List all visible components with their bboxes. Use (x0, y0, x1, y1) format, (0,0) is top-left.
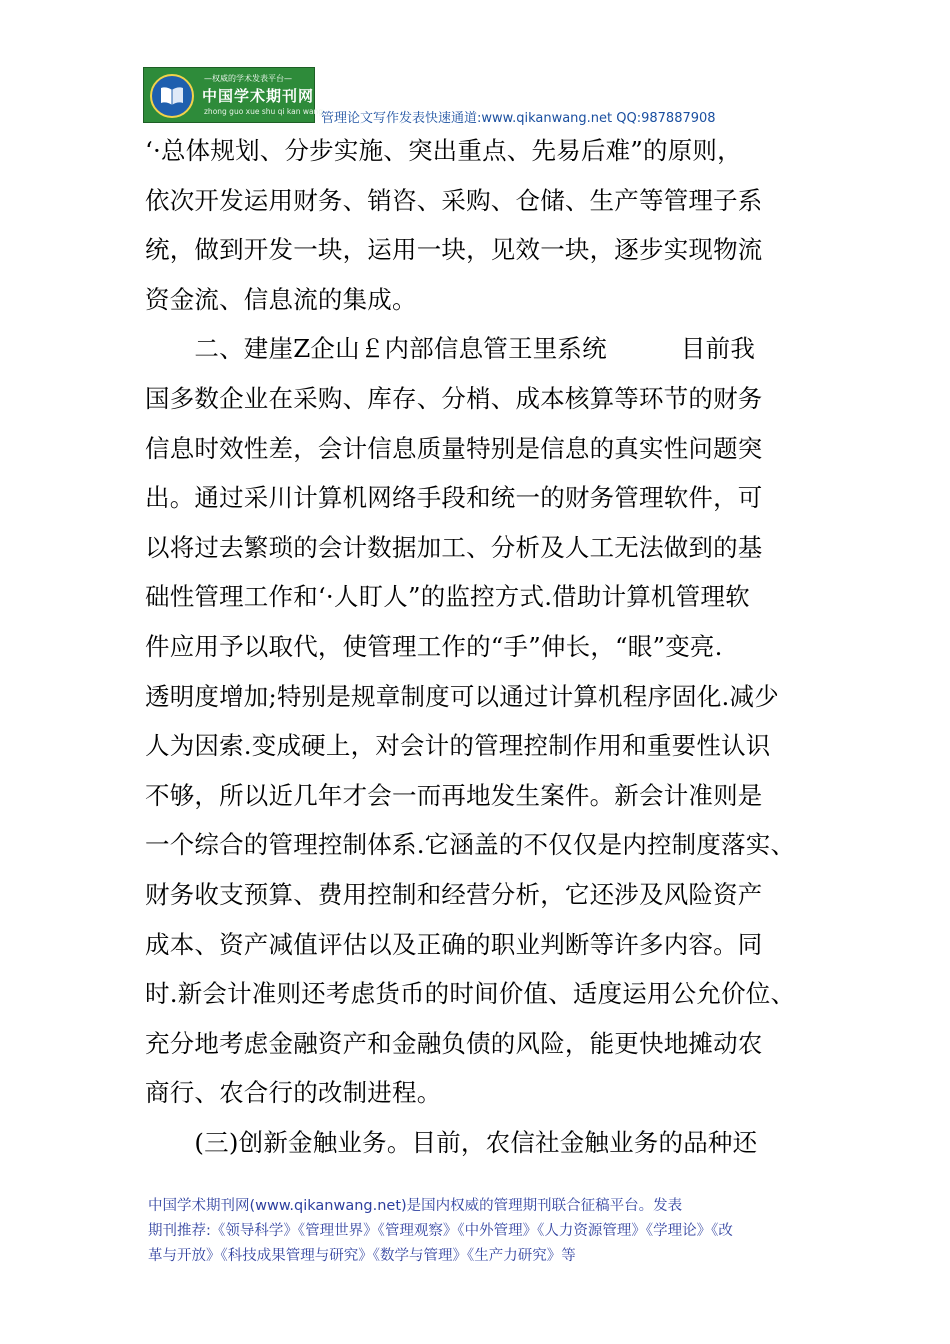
body-line: 时.新会计准则还考虑货币的时间价值、适度运用公允价位、 (145, 979, 796, 1009)
header-link[interactable]: 管理论文写作发表快速通道:www.qikanwang.net QQ:987887908 (321, 111, 716, 126)
logo-tagline: —权威的学术发表平台— (204, 74, 292, 83)
body-line: 件应用予以取代，使管理工作的“手”伸长，“眼”变亮. (145, 631, 723, 661)
body-line: 依次开发运用财务、销咨、采购、仓储、生产等管理子系 (145, 185, 763, 215)
body-line: 国多数企业在采购、库存、分梢、成本核算等环节的财务 (145, 383, 763, 413)
article-body (145, 126, 825, 1167)
body-line: 一个综合的管理控制体系.它涵盖的不仅仅是内控制度落实、 (145, 830, 796, 860)
footer-line: 中国学术期刊网(www.qikanwang.net)是国内权威的管理期刊联合征稿平台。发表 (148, 1198, 683, 1214)
body-line: 信息时效性差，会计信息质量特别是信息的真实性问题突 (145, 433, 763, 463)
body-line: 出。通过采川计算机网络手段和统一的财务管理软件，可 (145, 483, 763, 513)
logo-name: 中国学术期刊网 (202, 87, 315, 105)
body-line: 统，做到开发一块，运用一块，见效一块，逐步实现物流 (145, 235, 763, 265)
section-heading-line: 二、建崖Z企山￡内部信息管王里系统 目前我 (145, 334, 756, 364)
body-line: 商行、农合行的改制进程。 (145, 1078, 442, 1108)
book-seal-icon (150, 74, 194, 118)
body-line: ‘·总体规划、分步实施、突出重点、先易后难”的原则， (145, 136, 742, 165)
body-line: 成本、资产减值评估以及正确的职业判断等许多内容。同 (145, 929, 763, 959)
page-header (143, 67, 813, 126)
body-line: 充分地考虑金融资产和金融负债的风险，能更快地摊动农 (145, 1028, 763, 1058)
body-line: 财务收支预算、费用控制和经营分析，它还涉及风险资产 (145, 879, 763, 909)
logo-pinyin: zhong guo xue shu qi kan wang (204, 107, 324, 116)
body-line: 透明度增加;特别是规章制度可以通过计算机程序固化.减少 (145, 681, 779, 711)
body-line: (三)创新金触业务。目前，农信社金触业务的品种还 (145, 1127, 758, 1157)
body-line: 以将过去繁琐的会计数据加工、分析及人工无法做到的基 (145, 532, 763, 562)
body-line: 资金流、信息流的集成。 (145, 284, 417, 314)
body-line: 人为因索.变成硬上，对会计的管理控制作用和重要性认识 (145, 731, 771, 761)
footer-line: 革与开放》《科技成果管理与研究》《数学与管理》《生产力研究》等 (148, 1248, 576, 1264)
footer-line: 期刊推荐:《领导科学》《管理世界》《管理观察》《中外管理》《人力资源管理》《学理论》《改 (148, 1223, 733, 1239)
page-footer (148, 1194, 828, 1269)
body-line: 础性管理工作和‘·人盯人”的监控方式.借助计算机管理软 (145, 582, 750, 612)
body-line: 不够，所以近几年才会一而再地发生案件。新会计准则是 (145, 780, 763, 810)
site-logo[interactable] (143, 67, 324, 123)
